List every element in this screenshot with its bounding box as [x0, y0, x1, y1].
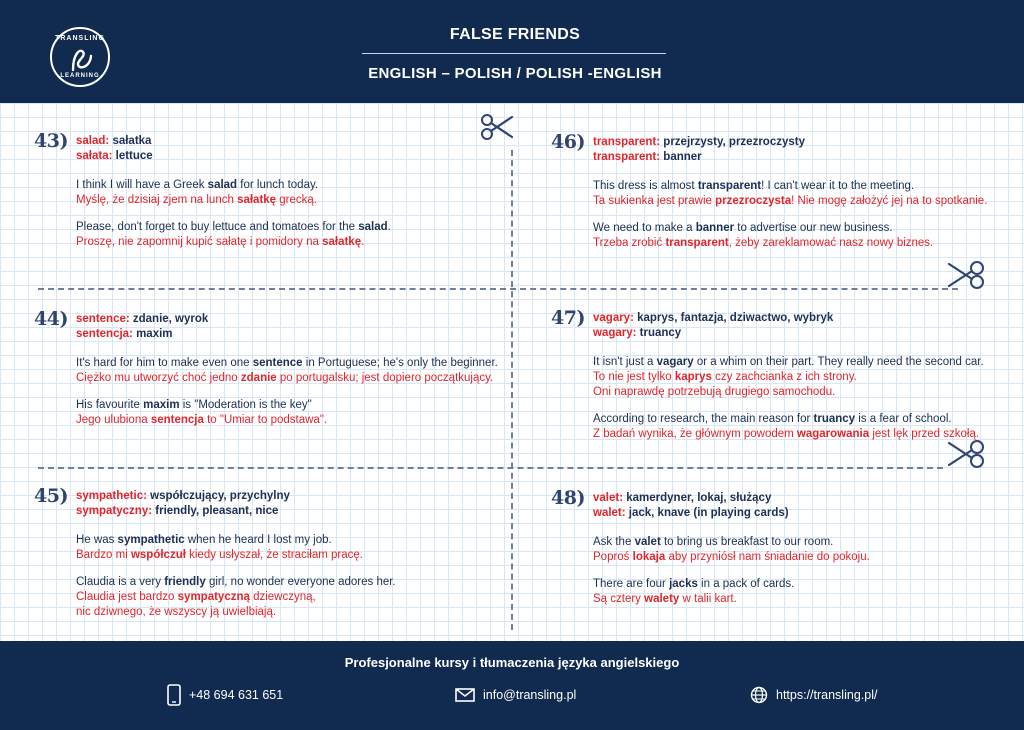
text-segment: I think I will have a Greek	[76, 179, 208, 191]
term-word: walet:	[593, 507, 626, 519]
highlighted-word: transparent	[665, 237, 729, 249]
header	[0, 0, 1024, 103]
example-english	[76, 356, 498, 371]
term-line	[593, 311, 984, 326]
example-block	[593, 355, 984, 400]
term-meaning: maxim	[132, 328, 173, 340]
term-word: sentencja:	[76, 328, 133, 340]
globe-icon	[750, 686, 768, 704]
term-word: salad:	[76, 135, 110, 147]
scissors-icon	[480, 112, 514, 142]
text-segment: Są cztery	[593, 593, 645, 605]
example-english	[76, 533, 396, 548]
term-meaning: kaprys, fantazja, dziwactwo, wybryk	[633, 312, 834, 324]
text-segment: w talii kart.	[679, 593, 737, 605]
text-segment: Myślę, że dzisiaj zjem na lunch	[76, 194, 238, 206]
example-polish	[76, 371, 498, 386]
highlighted-word: sympathetic	[117, 534, 185, 546]
highlighted-word: maxim	[143, 399, 180, 411]
example-polish	[76, 590, 396, 605]
example-block	[76, 356, 498, 386]
footer-tagline: Profesjonalne kursy i tłumaczenia języka angielskiego	[344, 655, 680, 670]
term-word: transparent:	[593, 136, 661, 148]
logo-mark-icon	[70, 46, 94, 72]
term-list	[76, 134, 391, 164]
horizontal-cut-line-1	[38, 288, 958, 290]
text-segment: According to research, the main reason for	[593, 413, 814, 425]
highlighted-word: banner	[695, 222, 735, 234]
example-block	[593, 221, 987, 251]
text-segment: Please, don't forget to buy lettuce and tomatoes for the	[76, 221, 359, 233]
term-meaning: friendly, pleasant, nice	[152, 505, 279, 517]
highlighted-word: współczuł	[130, 549, 186, 561]
text-segment: dziewczyną,	[249, 591, 316, 603]
text-segment: Poproś	[593, 551, 633, 563]
text-segment: is a fear of school.	[855, 413, 952, 425]
header-divider	[362, 53, 666, 54]
logo-text-bottom: LEARNING	[60, 73, 100, 79]
entry-number: 44)	[34, 308, 68, 330]
term-line	[76, 489, 396, 504]
text-segment: when he heard I lost my job.	[184, 534, 332, 546]
highlighted-word: sentence	[252, 357, 303, 369]
email-address[interactable]: info@transling.pl	[483, 688, 577, 702]
highlighted-word: kaprys	[674, 371, 712, 383]
example-polish	[593, 550, 870, 565]
entry-number: 47)	[551, 307, 585, 329]
text-segment: Claudia jest bardzo	[76, 591, 178, 603]
contact-phone[interactable]	[167, 684, 283, 706]
highlighted-word: valet	[634, 536, 661, 548]
term-line	[593, 326, 984, 341]
text-segment: Claudia is a very	[76, 576, 165, 588]
example-block	[76, 178, 391, 208]
term-meaning: współczujący, przychylny	[146, 490, 290, 502]
example-polish	[76, 413, 498, 428]
highlighted-word: sałatkę	[237, 194, 277, 206]
example-english	[593, 179, 987, 194]
example-block	[76, 575, 396, 620]
term-line	[593, 135, 987, 150]
logo	[50, 27, 110, 87]
entry-body	[593, 491, 870, 607]
term-list	[593, 311, 984, 341]
highlighted-word: salad	[358, 221, 388, 233]
contact-email[interactable]	[455, 684, 576, 706]
term-meaning: lettuce	[112, 150, 153, 162]
term-word: vagary:	[593, 312, 634, 324]
example-english	[593, 535, 870, 550]
example-english	[593, 355, 984, 370]
highlighted-word: sympatyczną	[177, 591, 250, 603]
example-block	[76, 533, 396, 563]
text-segment: girl, no wonder everyone adores her.	[205, 576, 396, 588]
term-word: wagary:	[593, 327, 637, 339]
text-segment: to advertise our new business.	[734, 222, 893, 234]
text-segment: .	[387, 221, 391, 233]
term-line	[593, 491, 870, 506]
page-title: FALSE FRIENDS	[449, 26, 581, 43]
term-line	[76, 134, 391, 149]
text-segment: ! I can't wear it to the meeting.	[761, 180, 915, 192]
highlighted-word: salad	[207, 179, 238, 191]
text-segment: Jego ulubiona	[76, 414, 151, 426]
example-polish	[593, 385, 984, 400]
scissors-icon	[945, 258, 985, 292]
text-segment: is "Moderation is the key"	[179, 399, 312, 411]
example-polish	[593, 194, 987, 209]
text-segment: in a pack of cards.	[697, 578, 795, 590]
term-line	[76, 149, 391, 164]
text-segment: To nie jest tylko	[593, 371, 675, 383]
term-word: sympathetic:	[76, 490, 147, 502]
highlighted-word: przezroczysta	[715, 195, 792, 207]
highlighted-word: friendly	[164, 576, 206, 588]
entry-body	[593, 311, 984, 442]
text-segment: ! Nie mogę założyć jej na to spotkanie.	[791, 195, 988, 207]
example-block	[593, 577, 870, 607]
text-segment: aby przyniósł nam śniadanie do pokoju.	[665, 551, 870, 563]
contact-website[interactable]	[750, 684, 877, 706]
text-segment: Ask the	[593, 536, 635, 548]
text-segment: Ciężko mu utworzyć choć jedno	[76, 372, 241, 384]
entry-number: 43)	[34, 130, 68, 152]
text-segment: We need to make a	[593, 222, 696, 234]
entry-number: 46)	[551, 131, 585, 153]
highlighted-word: walety	[644, 593, 680, 605]
entry-body	[593, 135, 987, 251]
highlighted-word: sałatkę	[322, 236, 362, 248]
example-block	[593, 179, 987, 209]
vertical-cut-line	[511, 150, 513, 630]
term-list	[76, 489, 396, 519]
entry-body	[76, 134, 391, 250]
highlighted-word: jacks	[669, 578, 698, 590]
term-word: sympatyczny:	[76, 505, 153, 517]
text-segment: to "Umiar to podstawa".	[203, 414, 328, 426]
website-url[interactable]: https://transling.pl/	[776, 688, 878, 702]
term-meaning: sałatka	[109, 135, 152, 147]
highlighted-word: wagarowania	[796, 428, 870, 440]
term-word: transparent:	[593, 151, 661, 163]
footer	[0, 641, 1024, 730]
example-english	[593, 412, 984, 427]
text-segment: in Portuguese; he's only the beginner.	[302, 357, 498, 369]
example-polish	[593, 370, 984, 385]
term-meaning: banner	[660, 151, 702, 163]
term-line	[76, 312, 498, 327]
text-segment: kiedy usłyszał, że straciłam pracę.	[185, 549, 363, 561]
text-segment: This dress is almost	[593, 180, 698, 192]
term-meaning: jack, knave (in playing cards)	[625, 507, 789, 519]
horizontal-cut-line-2	[38, 467, 943, 469]
term-meaning: zdanie, wyrok	[129, 313, 209, 325]
example-english	[76, 220, 391, 235]
highlighted-word: sentencja	[150, 414, 204, 426]
highlighted-word: transparent	[697, 180, 762, 192]
logo-text-top: TRANSLING	[55, 35, 105, 42]
text-segment: Oni naprawdę potrzebują drugiego samochodu.	[593, 386, 836, 398]
mail-icon	[455, 688, 475, 702]
term-meaning: przejrzysty, przezroczysty	[660, 136, 805, 148]
example-english	[76, 575, 396, 590]
example-polish	[76, 193, 391, 208]
term-meaning: kamerdyner, lokaj, służący	[623, 492, 772, 504]
example-english	[76, 398, 498, 413]
text-segment: Z badań wynika, że głównym powodem	[593, 428, 797, 440]
phone-icon	[167, 684, 181, 706]
text-segment: His favourite	[76, 399, 144, 411]
phone-number[interactable]: +48 694 631 651	[189, 688, 284, 702]
entry-body	[76, 489, 396, 620]
entry-number: 48)	[551, 487, 585, 509]
text-segment: or a whim on their part. They really need the second car.	[693, 356, 984, 368]
example-polish	[593, 592, 870, 607]
text-segment: Proszę, nie zapomnij kupić sałatę i pomidory na	[76, 236, 323, 248]
term-line	[76, 504, 396, 519]
highlighted-word: vagary	[656, 356, 694, 368]
text-segment: grecką.	[276, 194, 317, 206]
term-list	[593, 135, 987, 165]
page-subtitle: ENGLISH – POLISH / POLISH -ENGLISH	[368, 65, 662, 82]
text-segment: He was	[76, 534, 118, 546]
text-segment: It isn't just a	[593, 356, 657, 368]
text-segment: It's hard for him to make even one	[76, 357, 253, 369]
text-segment: Trzeba zrobić	[593, 237, 666, 249]
example-polish	[76, 548, 396, 563]
highlighted-word: zdanie	[240, 372, 277, 384]
example-english	[593, 577, 870, 592]
highlighted-word: truancy	[813, 413, 856, 425]
term-line	[593, 506, 870, 521]
example-block	[76, 398, 498, 428]
term-word: valet:	[593, 492, 624, 504]
example-english	[593, 221, 987, 236]
text-segment: for lunch today.	[237, 179, 319, 191]
term-list	[593, 491, 870, 521]
text-segment: , żeby zareklamować nasz nowy biznes.	[728, 237, 934, 249]
text-segment: Bardzo mi	[76, 549, 131, 561]
example-polish	[76, 235, 391, 250]
example-english	[76, 178, 391, 193]
highlighted-word: lokaja	[632, 551, 666, 563]
term-meaning: truancy	[636, 327, 682, 339]
text-segment: jest lęk przed szkołą.	[869, 428, 980, 440]
entry-body	[76, 312, 498, 428]
example-polish	[593, 236, 987, 251]
example-block	[76, 220, 391, 250]
example-polish	[593, 427, 984, 442]
term-line	[76, 327, 498, 342]
text-segment: .	[361, 236, 365, 248]
example-block	[593, 535, 870, 565]
scissors-icon	[945, 437, 985, 471]
term-list	[76, 312, 498, 342]
text-segment: nic dziwnego, że wszyscy ją uwielbiają.	[76, 606, 277, 618]
text-segment: po portugalsku; jest dopiero początkujący.	[276, 372, 494, 384]
example-polish	[76, 605, 396, 620]
text-segment: Ta sukienka jest prawie	[593, 195, 716, 207]
term-word: sałata:	[76, 150, 113, 162]
text-segment: to bring us breakfast to our room.	[660, 536, 834, 548]
entry-number: 45)	[34, 485, 68, 507]
text-segment: czy zachcianka z ich strony.	[711, 371, 857, 383]
term-word: sentence:	[76, 313, 130, 325]
example-block	[593, 412, 984, 442]
text-segment: There are four	[593, 578, 670, 590]
term-line	[593, 150, 987, 165]
